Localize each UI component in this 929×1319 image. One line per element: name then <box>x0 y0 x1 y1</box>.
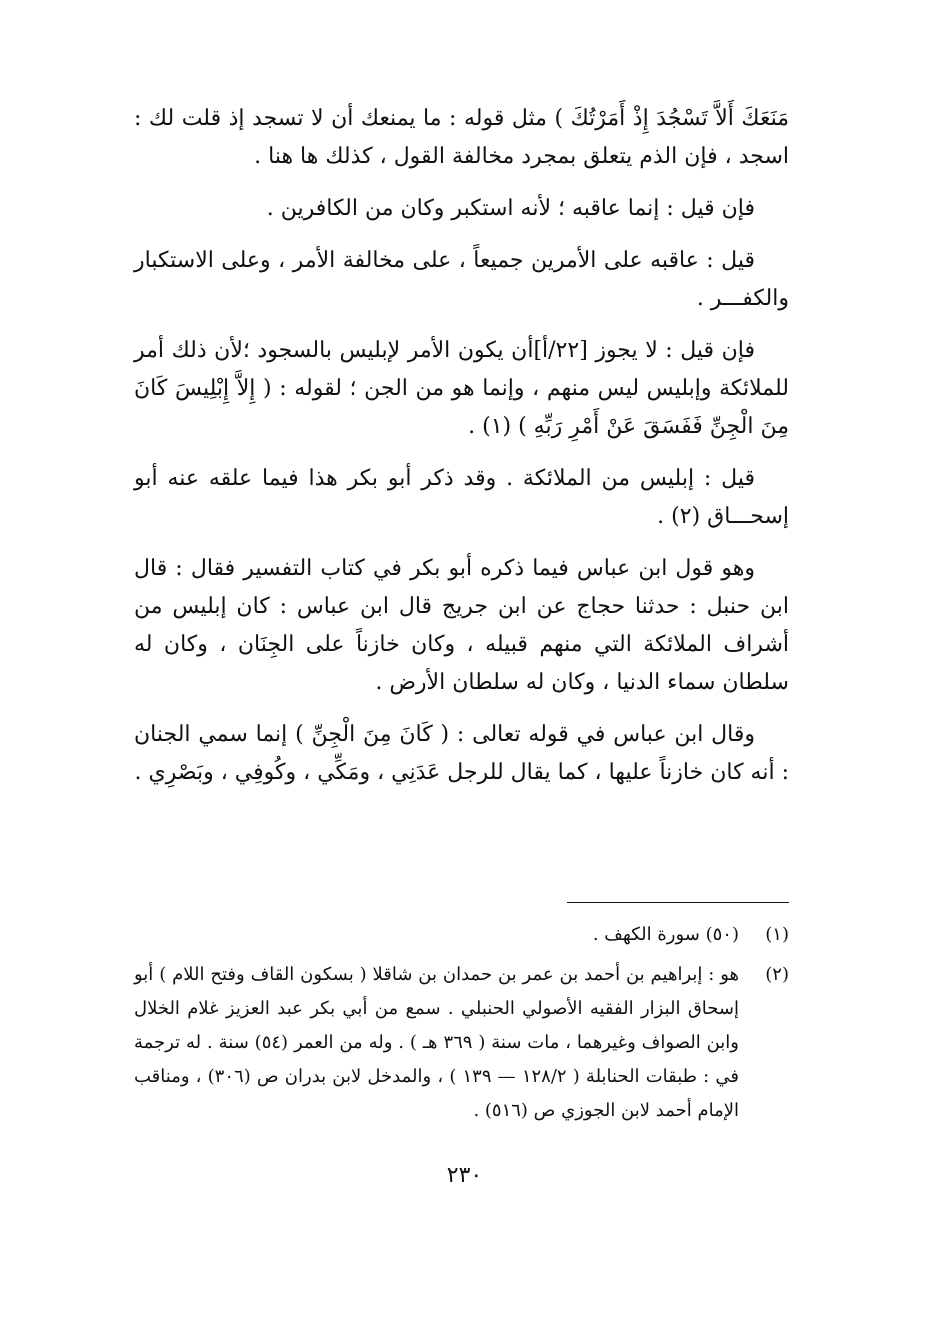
main-text <box>134 100 789 806</box>
footnote <box>134 958 789 1128</box>
paragraph: فإن قيل : إنما عاقبه ؛ لأنه استكبر وكان من الكافرين . <box>266 196 755 221</box>
paragraph: وهو قول ابن عباس فيما ذكره أبو بكر في كتاب التفسير فقال : قال ابن حنبل : حدثنا حجاج عن ابن جريج قال ابن عباس : كان إبليس من أشراف الملائكة التي منهم قبيله ، وكان خازناً على الجِنَان ، وكان له سلطان سماء الدنيا ، وكان له سلطان الأرض . <box>134 556 789 695</box>
footnote-separator <box>567 902 789 903</box>
paragraph: فإن قيل : لا يجوز [٢٢/أ]أن يكون الأمر لإبليس بالسجود ؛لأن ذلك أمر للملائكة وإبليس ليس منهم ، وإنما هو من الجن ؛ لقوله : ( إِلاَّ إِبْلِيسَ كَانَ مِنَ الْجِنِّ فَفَسَقَ عَنْ أَمْرِ رَبِّهِ ) (١) . <box>134 338 789 439</box>
footnote-text: هو : إبراهيم بن أحمد بن عمر بن حمدان بن شاقلا ( بسكون القاف وفتح اللام ) أبو إسحاق البزار الفقيه الأصولي الحنبلي . سمع من أبي بكر عبد العزيز غلام الخلال وابن الصواف وغيرهما ، مات سنة ( ٣٦٩ هـ ) . وله من العمر (٥٤) سنة . له ترجمة في : طبقات الحنابلة ( ١٢٨/٢ — ١٣٩ ) ، والمدخل لابن بدران ص (٣٠٦) ، ومناقب الإمام أحمد لابن الجوزي ص (٥١٦) . <box>134 964 740 1121</box>
paragraph: وقال ابن عباس في قوله تعالى : ( كَانَ مِنَ الْجِنِّ ) إنما سمي الجنان : أنه كان خازناً عليها ، كما يقال للرجل عَدَنِي ، ومَكِّي ، وكُوفِي ، وبَصْرِي . <box>134 722 789 785</box>
footnotes <box>134 918 789 1134</box>
page-number: ٢٣٠ <box>446 1163 483 1188</box>
paragraph: قيل : عاقبه على الأمرين جميعاً ، على مخالفة الأمر ، وعلى الاستكبار والكفـــر . <box>134 248 789 311</box>
footnote-marker: (٢) <box>765 964 789 985</box>
footnote-text: (٥٠) سورة الكهف . <box>592 924 739 945</box>
footnote <box>134 918 789 952</box>
paragraph: قيل : إبليس من الملائكة . وقد ذكر أبو بكر هذا فيما علقه عنه أبو إسحـــاق (٢) . <box>134 466 789 529</box>
paragraph: مَنَعَكَ أَلاَّ تَسْجُدَ إِذْ أَمَرْتُكَ ) مثل قوله : ما يمنعك أن لا تسجد إذ قلت لك : اسجد ، فإن الذم يتعلق بمجرد مخالفة القول ، كذلك ها هنا . <box>134 106 789 169</box>
footnote-marker: (١) <box>765 924 789 945</box>
